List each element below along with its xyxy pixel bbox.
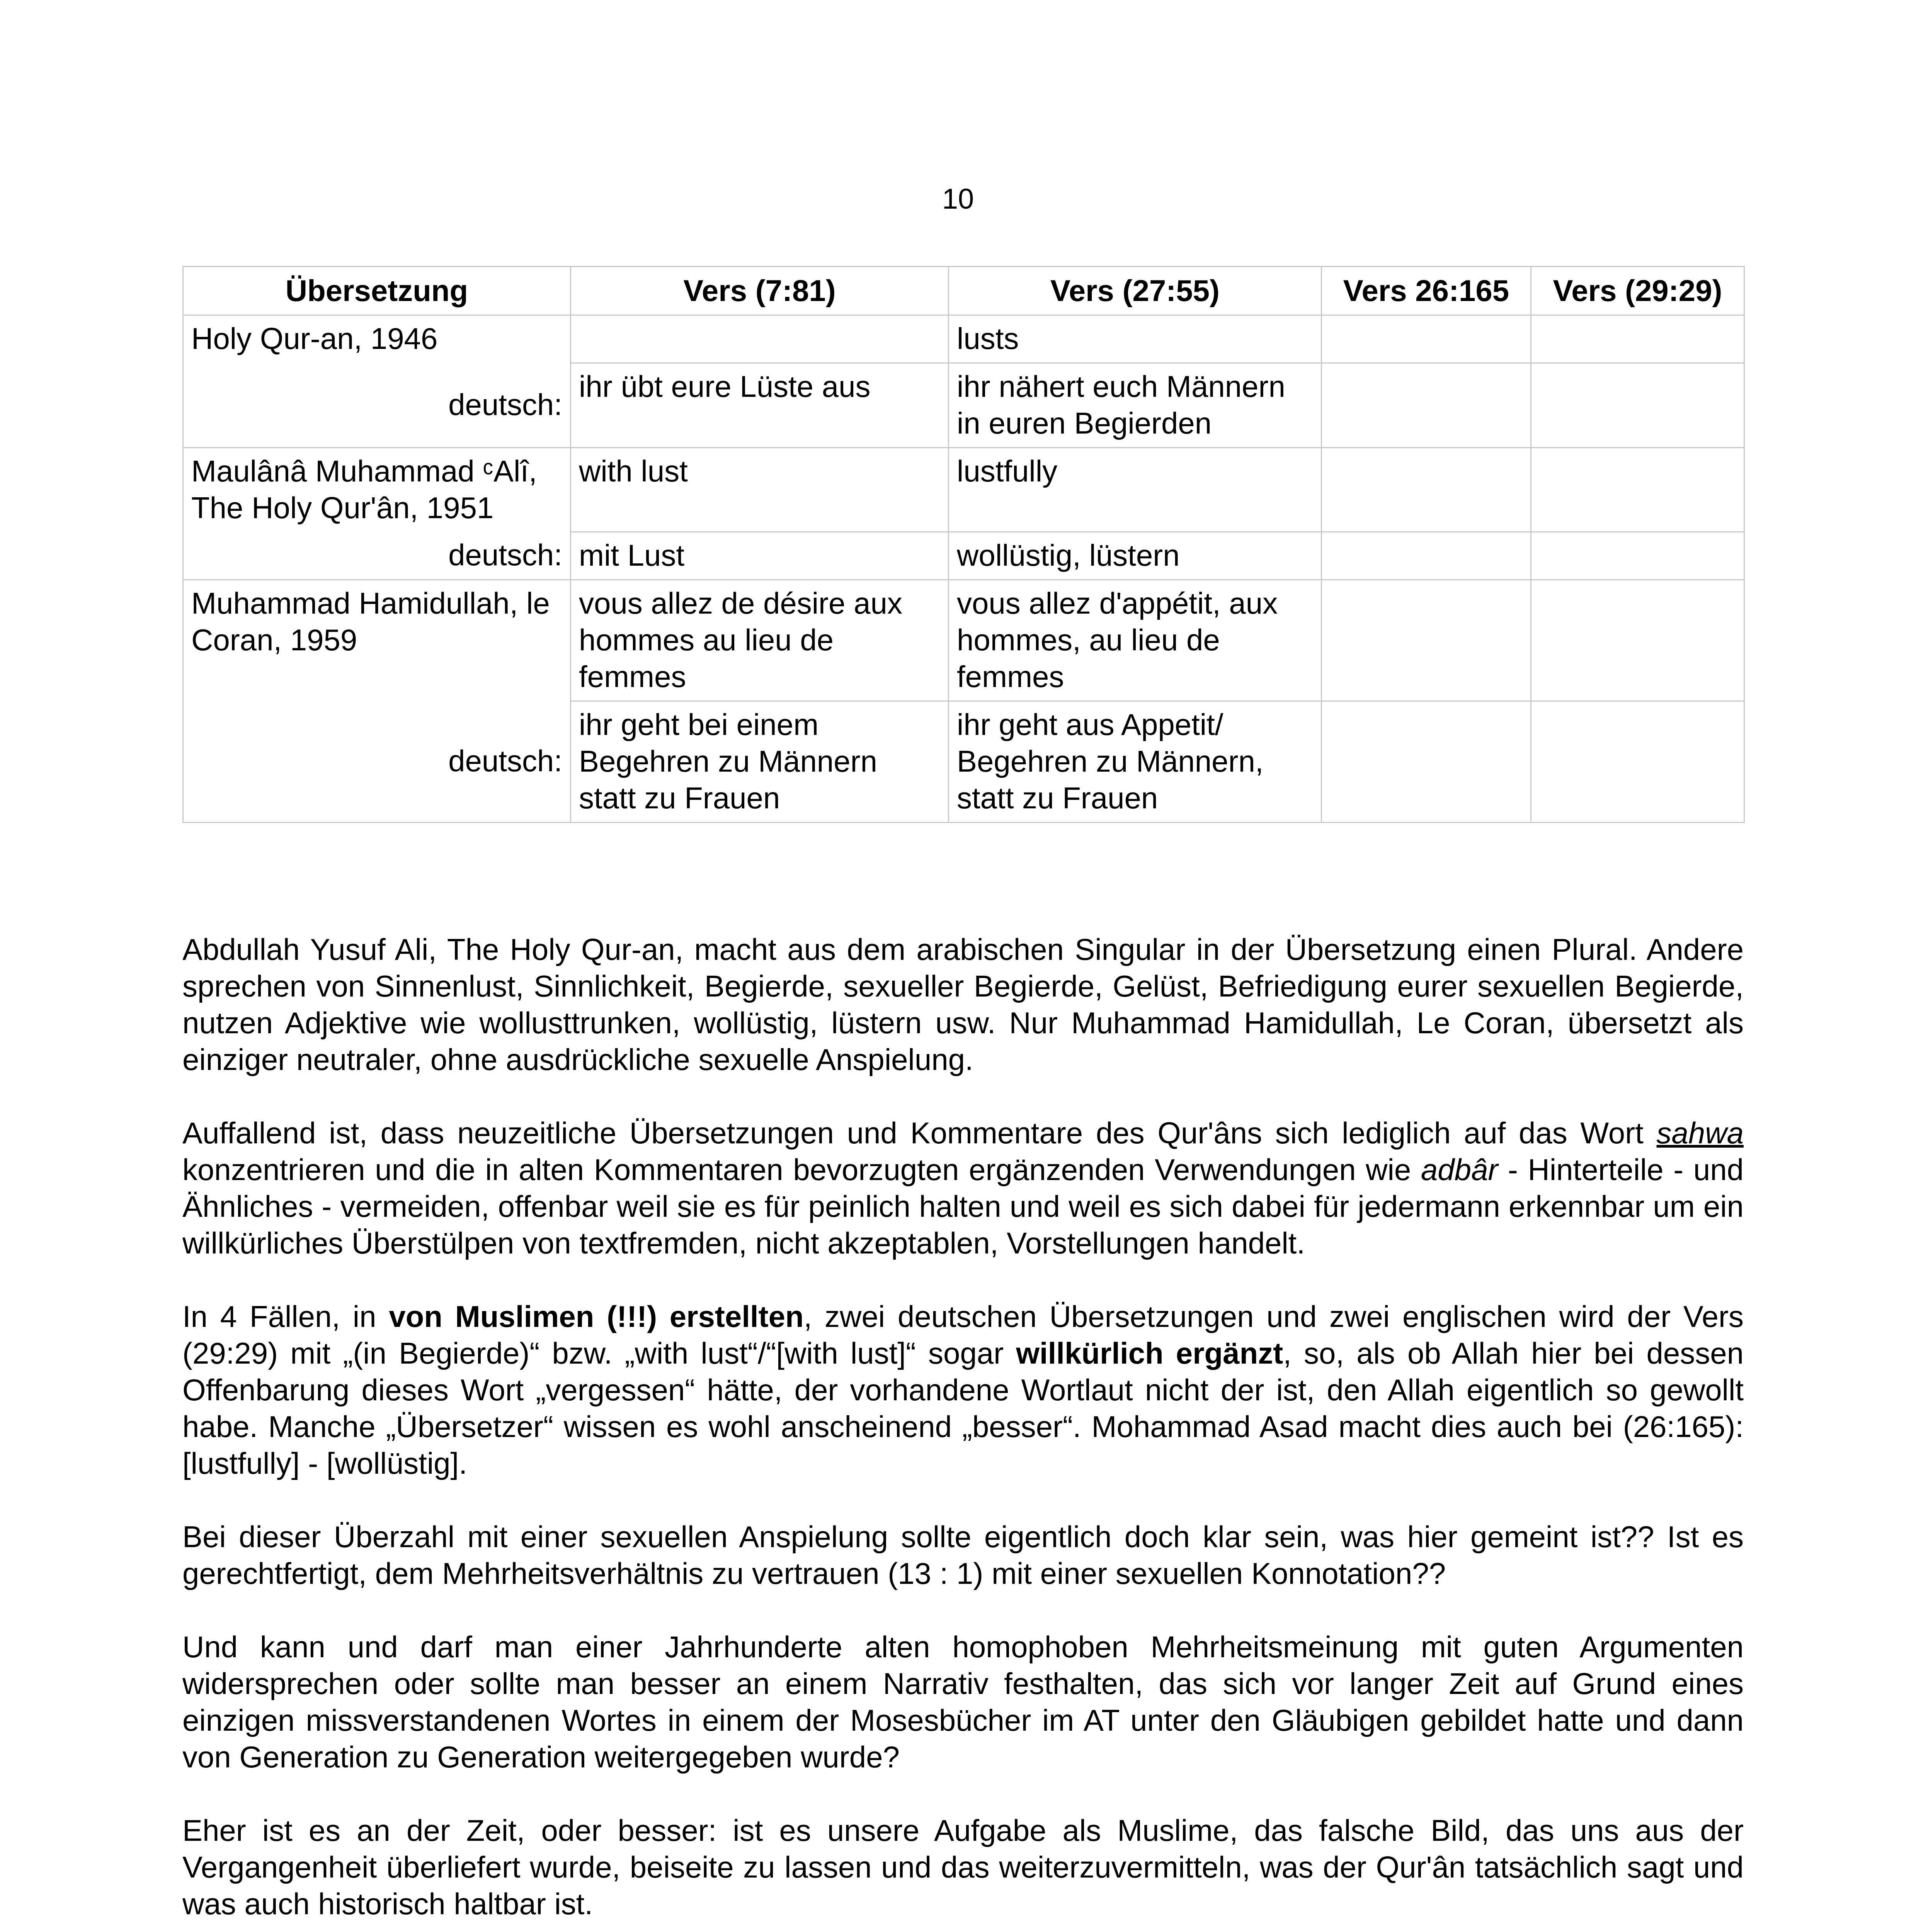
table-cell xyxy=(1322,701,1531,822)
text-run: Bei dieser Überzahl mit einer sexuellen Anspielung sollte eigentlich doch klar sein, was hier gemeint ist?? Ist es gerechtfertigt, dem Mehrheitsverhältnis zu vertrauen (13 : 1) mit einer sexuellen Konnotation?? xyxy=(182,1520,1744,1590)
text-run: konzentrieren und die in alten Kommentaren bevorzugten ergänzenden Verwendungen wie xyxy=(182,1153,1421,1187)
paragraph xyxy=(182,1519,1744,1592)
page-number: 10 xyxy=(942,183,974,215)
translator-cell: Maulânâ Muhammad ᶜAlî, The Holy Qur'ân, 1951 xyxy=(183,448,571,532)
translator-cell: Holy Qur-an, 1946 xyxy=(183,315,571,363)
column-header: Vers (29:29) xyxy=(1531,267,1744,315)
text-run: Und kann und darf man einer Jahrhunderte alten homophoben Mehrheitsmeinung mit guten Argumenten widersprechen oder sollte man besser an einem Narrativ festhalten, das sich vor langer Zeit auf Grund eines einzigen missverstandenen Wortes in einem der Mosesbücher im AT unter den Gläubigen gebildet hatte und dann von Generation zu Generation weitergegeben wurde? xyxy=(182,1630,1744,1774)
table-cell xyxy=(1531,363,1744,448)
table-cell: lustfully xyxy=(949,448,1322,532)
emphasis-run: von Muslimen (!!!) erstellten xyxy=(389,1299,804,1333)
german-label: deutsch: xyxy=(183,363,571,448)
table-row xyxy=(183,448,1744,532)
german-label: deutsch: xyxy=(183,532,571,580)
table-cell xyxy=(571,315,949,363)
table-cell xyxy=(1531,580,1744,701)
table-cell: wollüstig, lüstern xyxy=(949,532,1322,580)
emphasis-run: adbâr xyxy=(1421,1153,1498,1187)
column-header: Übersetzung xyxy=(183,267,571,315)
text-run: Eher ist es an der Zeit, oder besser: ist es unsere Aufgabe als Muslime, das falsche Bild, das uns aus der Vergangenheit überliefert wurde, beiseite zu lassen und das weiterzuvermitteln, was der Qur'ân tatsächlich sagt und was auch historisch haltbar ist. xyxy=(182,1813,1744,1921)
column-header: Vers (7:81) xyxy=(571,267,949,315)
table-cell: lusts xyxy=(949,315,1322,363)
column-header: Vers (27:55) xyxy=(949,267,1322,315)
text-run: - Hinterteile - und Ähnliches - vermeiden, offenbar weil sie es für peinlich halten und weil es sich dabei für jedermann erkennbar um ein willkürliches Überstülpen von textfremden, nicht akzeptablen, Vorstellungen handelt. xyxy=(182,1153,1744,1260)
table-cell: ihr nähert euch Männern in euren Begierden xyxy=(949,363,1322,448)
paragraph xyxy=(182,1298,1744,1482)
table-header-row xyxy=(183,267,1744,315)
text-run: , so, als ob Allah hier bei dessen Offenbarung dieses Wort „vergessen“ hätte, der vorhandene Wortlaut nicht der ist, den Allah eigentlich so gewollt habe. Manche „Übersetzer“ wissen es wohl anscheinend „besser“. Mohammad Asad macht dies auch bei (26:165): [lustfully] - [wollüstig]. xyxy=(182,1336,1744,1480)
column-header: Vers 26:165 xyxy=(1322,267,1531,315)
text-run: , zwei deutschen Übersetzungen und zwei englischen wird der Vers (29:29) mit „(in Begierde)“ bzw. „with lust“/“[with lust]“ sogar xyxy=(182,1299,1744,1370)
table-cell xyxy=(1322,315,1531,363)
table-cell xyxy=(1531,532,1744,580)
table-row xyxy=(183,315,1744,363)
text-run: Auffallend ist, dass neuzeitliche Übersetzungen und Kommentare des Qur'âns sich lediglich auf das Wort xyxy=(182,1116,1657,1150)
text-run: Abdullah Yusuf Ali, The Holy Qur-an, macht aus dem arabischen Singular in der Übersetzung einen Plural. Andere sprechen von Sinnenlust, Sinnlichkeit, Begierde, sexueller Begierde, Gelüst, Befriedigung eurer sexuellen Begierde, nutzen Adjektive wie wollusttrunken, wollüstig, lüstern usw. Nur Muhammad Hamidullah, Le Coran, übersetzt als einziger neutraler, ohne ausdrückliche sexuelle Anspielung. xyxy=(182,932,1744,1077)
table-cell: vous allez d'appétit, aux hommes, au lieu de femmes xyxy=(949,580,1322,701)
table-cell xyxy=(1531,701,1744,822)
table-row xyxy=(183,701,1744,822)
emphasis-run: willkürlich ergänzt xyxy=(1016,1336,1283,1370)
table-cell xyxy=(1531,448,1744,532)
table-cell: ihr geht aus Appetit/ Begehren zu Männern, statt zu Frauen xyxy=(949,701,1322,822)
german-label: deutsch: xyxy=(183,701,571,822)
table-cell: vous allez de désire aux hommes au lieu de femmes xyxy=(571,580,949,701)
table-row xyxy=(183,363,1744,448)
table-cell: ihr geht bei einem Begehren zu Männern statt zu Frauen xyxy=(571,701,949,822)
table-cell xyxy=(1322,363,1531,448)
emphasis-run: sahwa xyxy=(1656,1116,1744,1150)
table-cell xyxy=(1322,580,1531,701)
table-row xyxy=(183,580,1744,701)
table-cell xyxy=(1531,315,1744,363)
paragraph xyxy=(182,931,1744,1078)
translator-cell: Muhammad Hamidullah, le Coran, 1959 xyxy=(183,580,571,701)
translation-table xyxy=(182,266,1745,823)
table-cell xyxy=(1322,448,1531,532)
table-cell xyxy=(1322,532,1531,580)
table-cell: mit Lust xyxy=(571,532,949,580)
table-cell: with lust xyxy=(571,448,949,532)
table-row xyxy=(183,532,1744,580)
text-run: In 4 Fällen, in xyxy=(182,1299,389,1333)
body-text xyxy=(182,931,1744,1932)
paragraph xyxy=(182,1629,1744,1776)
table-cell: ihr übt eure Lüste aus xyxy=(571,363,949,448)
paragraph xyxy=(182,1115,1744,1262)
paragraph xyxy=(182,1812,1744,1922)
